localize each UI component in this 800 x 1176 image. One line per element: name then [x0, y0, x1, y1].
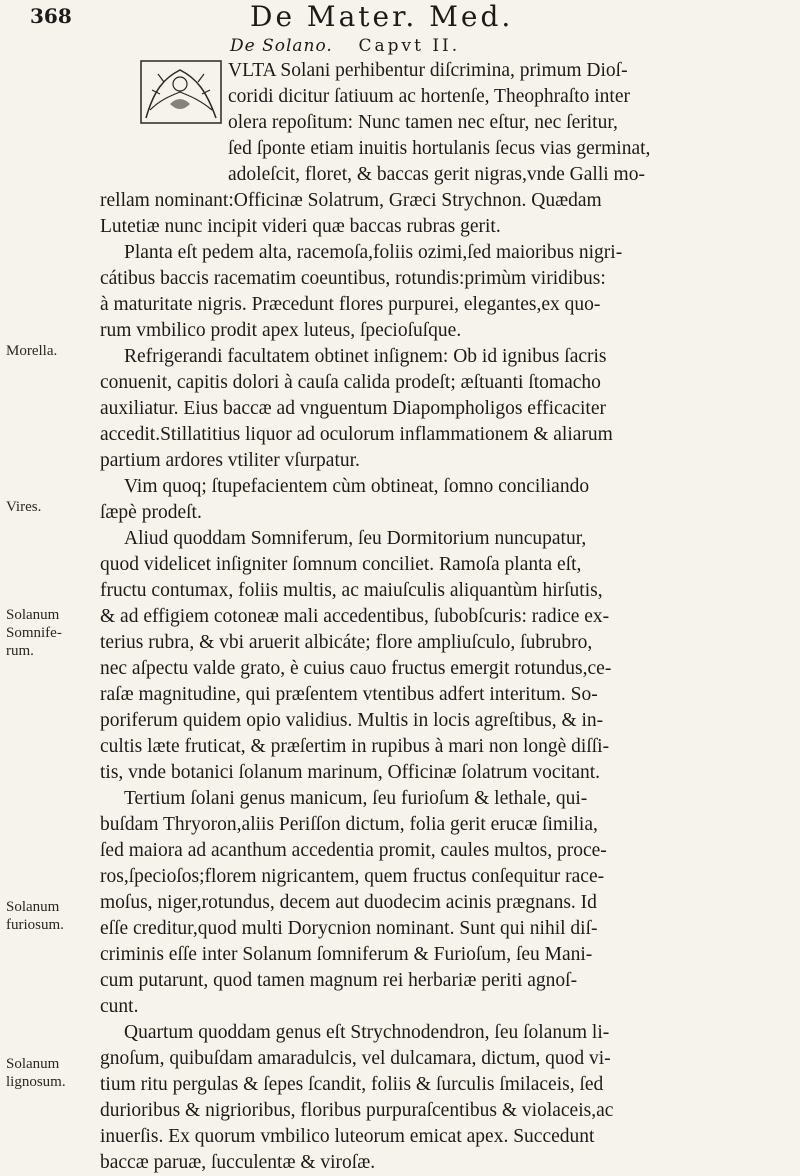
text-line: conuenit, capitis dolori à cauſa calida prodeſt; æſtuanti ſtomacho: [100, 372, 601, 393]
text-line: tium ritu pergulas & ſepes ſcandit, foliis & ſurculis ſmilaceis, ſed: [100, 1074, 604, 1095]
text-line: à maturitate nigris. Præcedunt flores purpurei, elegantes,ex quo-: [100, 294, 601, 315]
text-line: ſed maiora ad acanthum accedentia promit, caules multos, proce-: [100, 840, 607, 861]
text-line: ſed ſponte etiam inuitis hortulanis ſecus vias germinat,: [228, 138, 651, 159]
text-line: cátibus baccis racematim coeuntibus, rotundis:primùm viridibus:: [100, 268, 606, 289]
page-number: 368: [30, 4, 72, 28]
chapter-number: Capvt II.: [358, 36, 461, 56]
text-line: eſſe creditur,quod multi Dorycnion nominant. Sunt qui nihil diſ-: [100, 918, 598, 939]
text-line: & ad effigiem cotoneæ mali accedentibus, ſubobſcuris: radice ex-: [100, 606, 610, 627]
text-line: rum vmbilico prodit apex luteus, ſpecioſuſque.: [100, 320, 462, 341]
margin-note-morella: Morella.: [6, 343, 58, 359]
margin-note-solanum-lignosum: Solanum lignosum.: [6, 1056, 66, 1090]
text-line: terius rubra, & vbi aruerit albicáte; flore ampliuſculo, ſubrubro,: [100, 632, 593, 653]
text-line: moſus, niger,rotundus, decem aut duodecim acinis prægnans. Id: [100, 892, 597, 913]
text-line: tis, vnde botanici ſolanum marinum, Officinæ ſolatrum vocitant.: [100, 762, 601, 783]
text-line: ſæpè prodeſt.: [100, 502, 202, 523]
text-line: quod videlicet inſigniter ſomnum conciliet. Ramoſa planta eſt,: [100, 554, 582, 575]
text-line: adoleſcit, floret, & baccas gerit nigras,vnde Galli mo-: [228, 164, 645, 185]
text-line: Quartum quoddam genus eſt Strychnodendron, ſeu ſolanum li-: [124, 1022, 610, 1043]
text-line: auxiliatur. Eius baccæ ad vnguentum Diapompholigos efficaciter: [100, 398, 606, 419]
text-line: criminis eſſe inter Solanum ſomniferum & Furioſum, ſeu Mani-: [100, 944, 593, 965]
text-line: inuerſis. Ex quorum vmbilico luteorum emicat apex. Succedunt: [100, 1126, 595, 1147]
text-line: Tertium ſolani genus manicum, ſeu furioſum & lethale, qui-: [124, 788, 588, 809]
text-line: gnoſum, quibuſdam amaradulcis, vel dulcamara, dictum, quod vi-: [100, 1048, 611, 1069]
text-line: durioribus & nigrioribus, floribus purpuraſcentibus & violaceis,ac: [100, 1100, 614, 1121]
text-line: buſdam Thryoron,aliis Periſſon dictum, folia gerit erucæ ſimilia,: [100, 814, 598, 835]
text-line: coridi dicitur ſatiuum ac hortenſe, Theophraſto inter: [228, 86, 630, 107]
text-line: Lutetiæ nunc incipit videri quæ baccas rubras gerit.: [100, 216, 501, 237]
text-line: nec aſpectu valde grato, è cuius cauo fructus emergit rotundus,ce-: [100, 658, 612, 679]
text-line: ros,ſpecioſos;florem nigricantem, quem fructus conſequitur race-: [100, 866, 605, 887]
text-line: Aliud quoddam Somniferum, ſeu Dormitorium nuncupatur,: [124, 528, 587, 549]
text-line: raſæ magnitudine, qui præſentem vtentibus adfert interitum. So-: [100, 684, 598, 705]
running-title: De Mater. Med.: [250, 0, 514, 33]
section-subtitle: De Solano.: [230, 36, 333, 56]
text-line: fructu contumax, foliis multis, ac maiuſculis aliquantùm hirſutis,: [100, 580, 603, 601]
text-line: olera repoſitum: Nunc tamen nec eſtur, nec ſeritur,: [228, 112, 618, 133]
text-line: VLTA Solani perhibentur diſcrimina, primum Dioſ-: [228, 60, 628, 81]
text-line: Refrigerandi facultatem obtinet inſignem: Ob id ignibus ſacris: [124, 346, 607, 367]
text-line: rellam nominant:Officinæ Solatrum, Græci Strychnon. Quædam: [100, 190, 602, 211]
text-line: cultis læte fruticat, & præſertim in rupibus à mari non longè diſſi-: [100, 736, 610, 757]
text-line: baccæ paruæ, ſucculentæ & viroſæ.: [100, 1152, 376, 1173]
text-line: Vim quoq; ſtupefacientem cùm obtineat, ſomno conciliando: [124, 476, 590, 497]
text-line: poriferum quidem opio validius. Multis in locis agreſtibus, & in-: [100, 710, 604, 731]
text-line: cum putarunt, quod tamen magnum rei herbariæ periti agnoſ-: [100, 970, 578, 991]
margin-note-solanum-somniferum: Solanum Somnife-rum.: [6, 607, 62, 659]
body-text: [100, 58, 790, 1176]
text-line: partium ardores vtiliter vſurpatur.: [100, 450, 360, 471]
chapter-heading: [230, 36, 460, 56]
margin-note-vires: Vires.: [6, 499, 42, 515]
text-line: cunt.: [100, 996, 139, 1017]
text-line: accedit.Stillatitius liquor ad oculorum inflammationem & aliarum: [100, 424, 613, 445]
margin-note-solanum-furiosum: Solanum furiosum.: [6, 899, 64, 933]
text-line: Planta eſt pedem alta, racemoſa,foliis ozimi,ſed maioribus nigri-: [124, 242, 623, 263]
